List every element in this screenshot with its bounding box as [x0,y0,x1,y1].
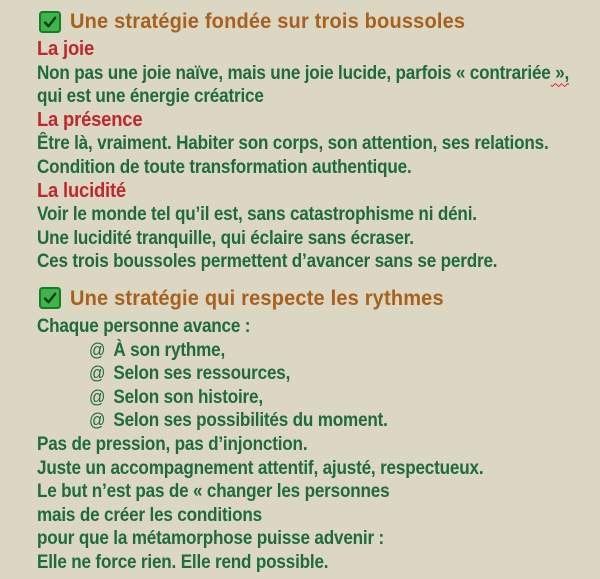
at-spiral-bullet-icon: @ [89,339,106,360]
subheading: La joie [37,38,94,60]
line-text: Une lucidité tranquille, qui éclaire sans écraser. [37,227,414,249]
at-spiral-bullet-icon: @ [89,386,106,407]
bullet-text: Selon ses possibilités du moment. [113,410,388,432]
line-text: Ces trois boussoles permettent d’avancer sans se perdre. [37,251,498,273]
green-checkbox-icon [39,11,61,33]
line-text: Voir le monde tel qu’il est, sans catastrophisme ni déni. [37,204,477,226]
line-text: Être là, vraiment. Habiter son corps, son attention, ses relations. [37,133,549,155]
body-line [37,62,570,86]
spellcheck-squiggle-text: », [550,62,570,84]
body-line [37,85,544,109]
bullet-text: Selon ses ressources, [113,363,291,385]
subheading: La lucidité [37,179,126,202]
line-text: mais de créer les conditions [37,504,262,526]
section-2 [37,285,600,575]
body-line [37,504,544,528]
bullet-item [89,386,549,410]
at-spiral-bullet-icon: @ [89,363,106,384]
subheading: La présence [37,108,143,131]
body-line [37,527,544,551]
section-title: Une stratégie qui respecte les rythmes [70,285,444,310]
line-text: Condition de toute transformation authentique. [37,156,412,178]
section-heading-row [39,8,600,35]
bullet-item [89,339,549,363]
body-line [37,250,544,274]
bullet-item [89,362,549,386]
section-heading-row [39,285,600,312]
body-line [37,457,544,481]
line-text: Non pas une joie naïve, mais une joie lucide, parfois « contrariée [37,62,551,84]
line-text: Chaque personne avance : [37,315,251,337]
at-spiral-bullet-icon: @ [89,410,106,431]
body-line [37,156,544,180]
body-line [37,227,544,251]
section-1 [37,8,600,274]
line-text: qui est une énergie créatrice [37,86,264,108]
bullet-text: Selon son histoire, [113,386,263,408]
bullet-text: À son rythme, [113,339,226,361]
line-text: Elle ne force rien. Elle rend possible. [37,551,329,573]
line-text: Juste un accompagnement attentif, ajusté, respectueux. [37,457,484,479]
body-line [37,203,544,227]
line-text: pour que la métamorphose puisse advenir : [37,528,385,550]
line-text: Pas de pression, pas d’injonction. [37,433,308,455]
body-line [37,480,544,504]
section-title: Une stratégie fondée sur trois boussoles [70,9,466,33]
body-line [37,551,544,575]
green-checkbox-icon [39,287,61,309]
body-line [37,433,544,457]
bullet-item [89,409,549,433]
body-line [37,315,544,339]
body-line [37,132,549,156]
line-text: Le but n’est pas de « changer les personnes [37,481,390,503]
